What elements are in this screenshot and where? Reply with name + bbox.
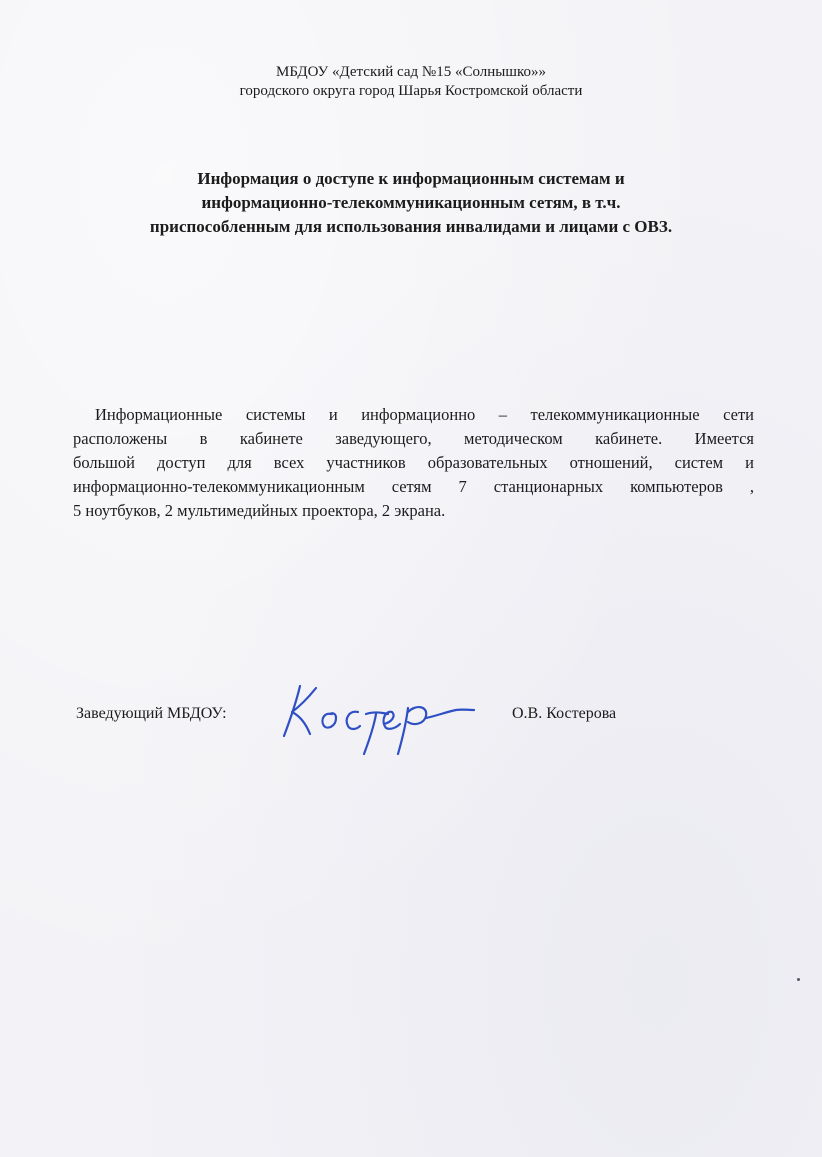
organization-name: МБДОУ «Детский сад №15 «Солнышко»» <box>276 64 546 80</box>
body-paragraph-line-3: большой доступ для всех участников образовательных отношений, систем и <box>73 453 754 472</box>
organization-location: городского округа город Шарья Костромской области <box>239 83 583 99</box>
body-paragraph-line-1: Информационные системы и информационно – телекоммуникационные сети <box>95 405 754 424</box>
body-paragraph-line-2: расположены в кабинете заведующего, методическом кабинете. Имеется <box>73 429 754 448</box>
handwritten-signature <box>270 668 480 758</box>
body-paragraph-line-5: 5 ноутбуков, 2 мультимедийных проектора, 2 экрана. <box>73 501 446 520</box>
signatory-position-label: Заведующий МБДОУ: <box>76 705 227 722</box>
document-title-line-3: приспособленным для использования инвалидами и лицами с ОВЗ. <box>149 217 673 236</box>
scan-speck <box>797 978 800 981</box>
body-paragraph-line-4: информационно-телекоммуникационным сетям 7 станционарных компьютеров , <box>73 477 754 496</box>
document-title-line-1: Информация о доступе к информационным системам и <box>197 169 625 188</box>
document-title-line-2: информационно-телекоммуникационным сетям, в т.ч. <box>201 193 621 212</box>
signatory-name: О.В. Костерова <box>512 705 617 722</box>
